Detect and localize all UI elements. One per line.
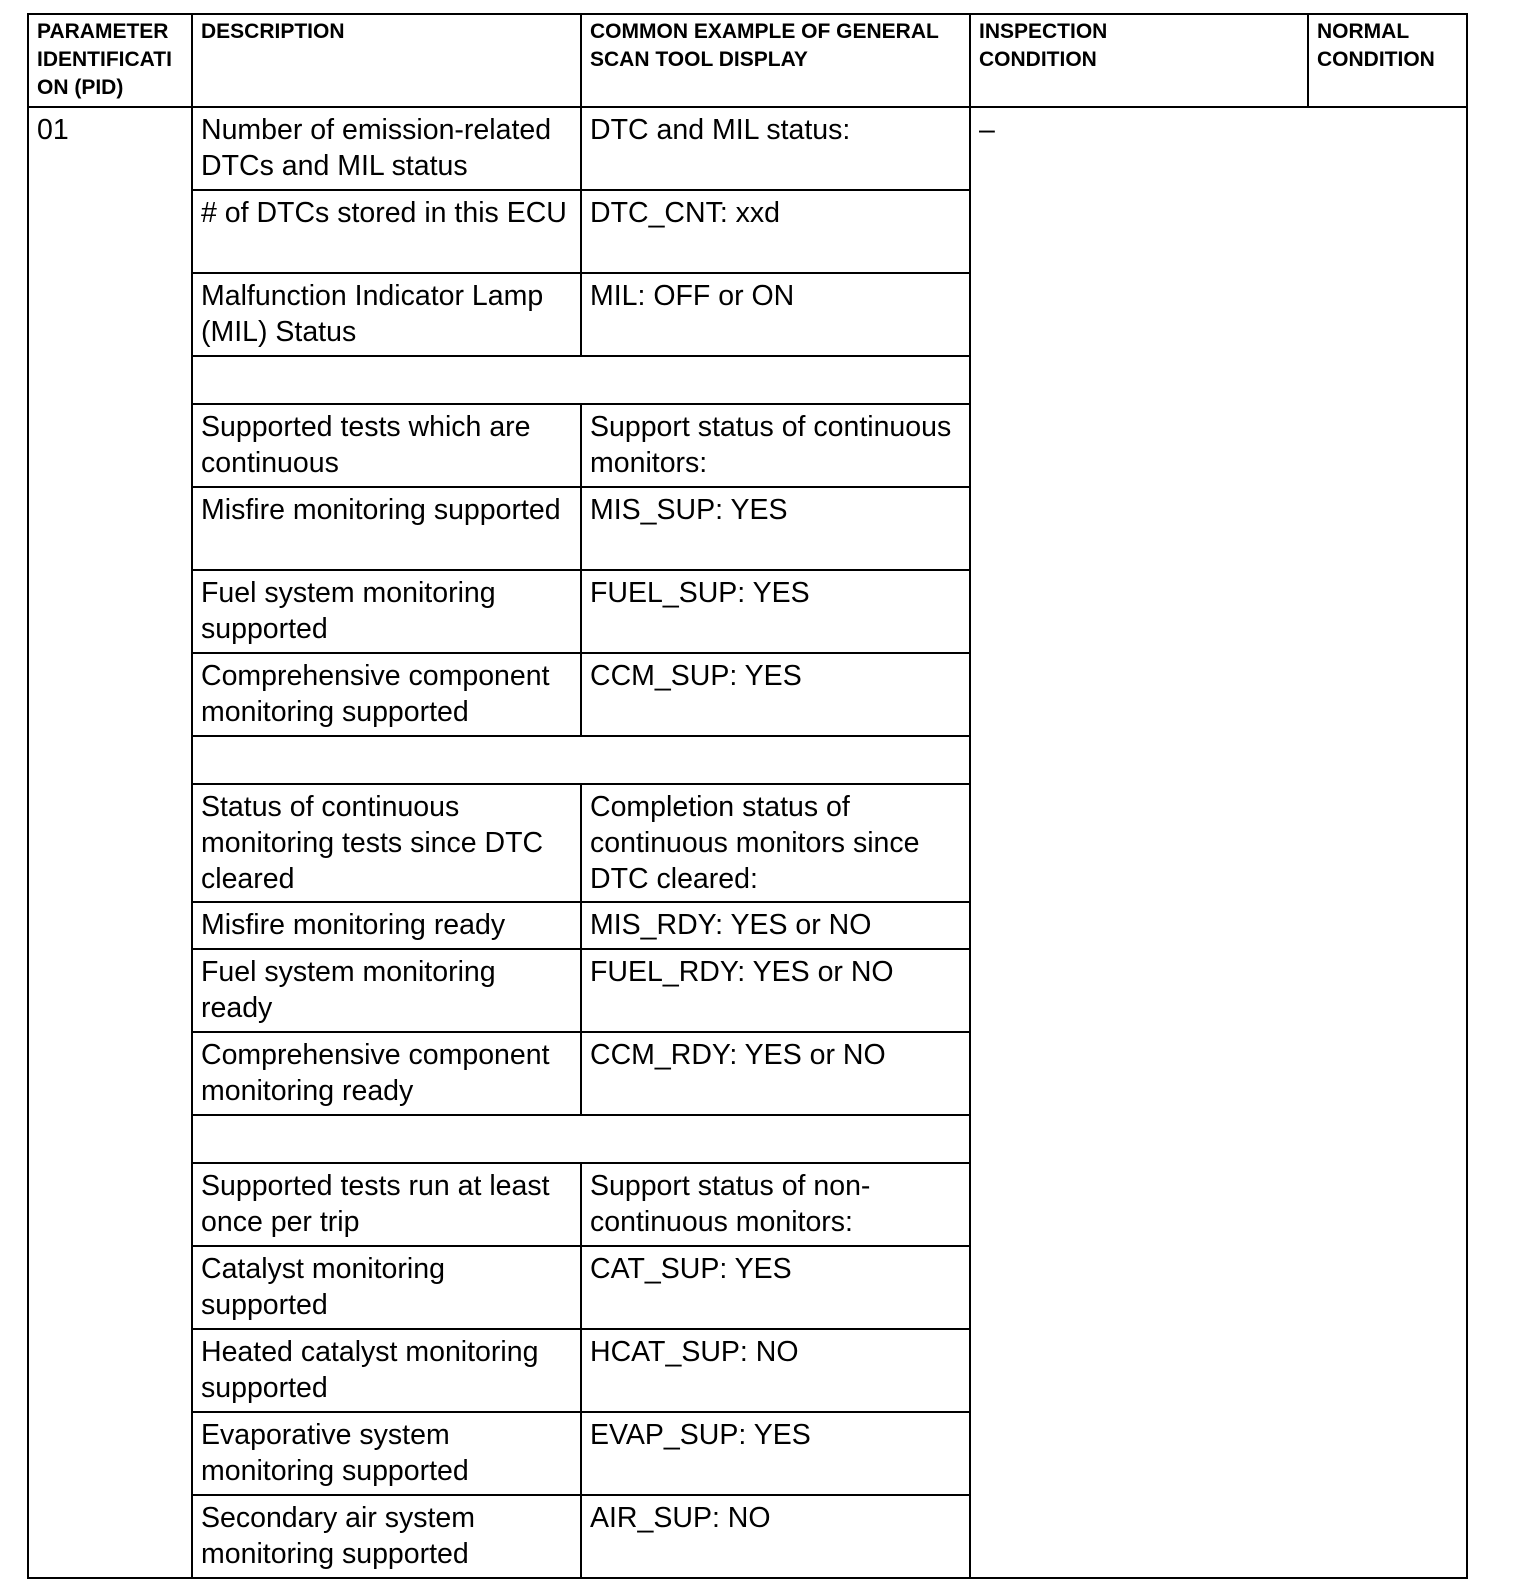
description-cell: Supported tests run at least once per trip: [192, 1163, 581, 1246]
example-cell: DTC_CNT: xxd: [581, 190, 970, 273]
header-description: DESCRIPTION: [192, 14, 581, 107]
header-pid: [28, 14, 192, 107]
description-cell: Secondary air system monitoring supported: [192, 1495, 581, 1578]
description-cell: Catalyst monitoring supported: [192, 1246, 581, 1329]
parameter-table: [27, 13, 1468, 1579]
header-inspection-line2: CONDITION: [979, 48, 1097, 71]
description-cell: Malfunction Indicator Lamp (MIL) Status: [192, 273, 581, 356]
header-normal-line2: CONDITION: [1317, 48, 1435, 71]
example-cell: Support status of non-continuous monitors:: [581, 1163, 970, 1246]
description-cell: # of DTCs stored in this ECU: [192, 190, 581, 273]
example-cell: FUEL_RDY: YES or NO: [581, 949, 970, 1032]
example-cell: EVAP_SUP: YES: [581, 1412, 970, 1495]
header-normal-line1: NORMAL: [1317, 20, 1410, 43]
example-cell: MIL: OFF or ON: [581, 273, 970, 356]
example-cell: Support status of continuous monitors:: [581, 404, 970, 487]
example-cell: HCAT_SUP: NO: [581, 1329, 970, 1412]
header-inspection-line1: INSPECTION: [979, 20, 1108, 43]
header-example: [581, 14, 970, 107]
example-cell: CAT_SUP: YES: [581, 1246, 970, 1329]
description-cell: Heated catalyst monitoring supported: [192, 1329, 581, 1412]
example-cell: MIS_RDY: YES or NO: [581, 902, 970, 949]
description-cell: Comprehensive component monitoring ready: [192, 1032, 581, 1115]
spacer-cell: [192, 736, 970, 784]
description-cell: Evaporative system monitoring supported: [192, 1412, 581, 1495]
example-cell: CCM_RDY: YES or NO: [581, 1032, 970, 1115]
table-row: [28, 107, 1467, 190]
spacer-cell: [192, 1115, 970, 1163]
example-cell: AIR_SUP: NO: [581, 1495, 970, 1578]
example-cell: FUEL_SUP: YES: [581, 570, 970, 653]
header-example-line1: COMMON EXAMPLE OF GENERAL: [590, 20, 939, 43]
description-cell: Status of continuous monitoring tests since DTC cleared: [192, 784, 581, 902]
description-cell: Misfire monitoring supported: [192, 487, 581, 570]
example-cell: Completion status of continuous monitors since DTC cleared:: [581, 784, 970, 902]
header-pid-line1: PARAMETER: [37, 20, 169, 43]
inspection-condition-cell: –: [970, 107, 1467, 1578]
description-cell: Number of emission-related DTCs and MIL status: [192, 107, 581, 190]
example-cell: CCM_SUP: YES: [581, 653, 970, 736]
header-row: [28, 14, 1467, 107]
example-cell: MIS_SUP: YES: [581, 487, 970, 570]
header-example-line2: SCAN TOOL DISPLAY: [590, 48, 808, 71]
description-cell: Fuel system monitoring ready: [192, 949, 581, 1032]
header-normal-condition: [1308, 14, 1467, 107]
description-cell: Misfire monitoring ready: [192, 902, 581, 949]
header-pid-line2: IDENTIFICATI: [37, 48, 172, 71]
header-inspection-condition: [970, 14, 1308, 107]
spacer-cell: [192, 356, 970, 404]
description-cell: Comprehensive component monitoring supported: [192, 653, 581, 736]
header-pid-line3: ON (PID): [37, 76, 124, 99]
pid-cell: 01: [28, 107, 192, 1578]
example-cell: DTC and MIL status:: [581, 107, 970, 190]
description-cell: Fuel system monitoring supported: [192, 570, 581, 653]
description-cell: Supported tests which are continuous: [192, 404, 581, 487]
